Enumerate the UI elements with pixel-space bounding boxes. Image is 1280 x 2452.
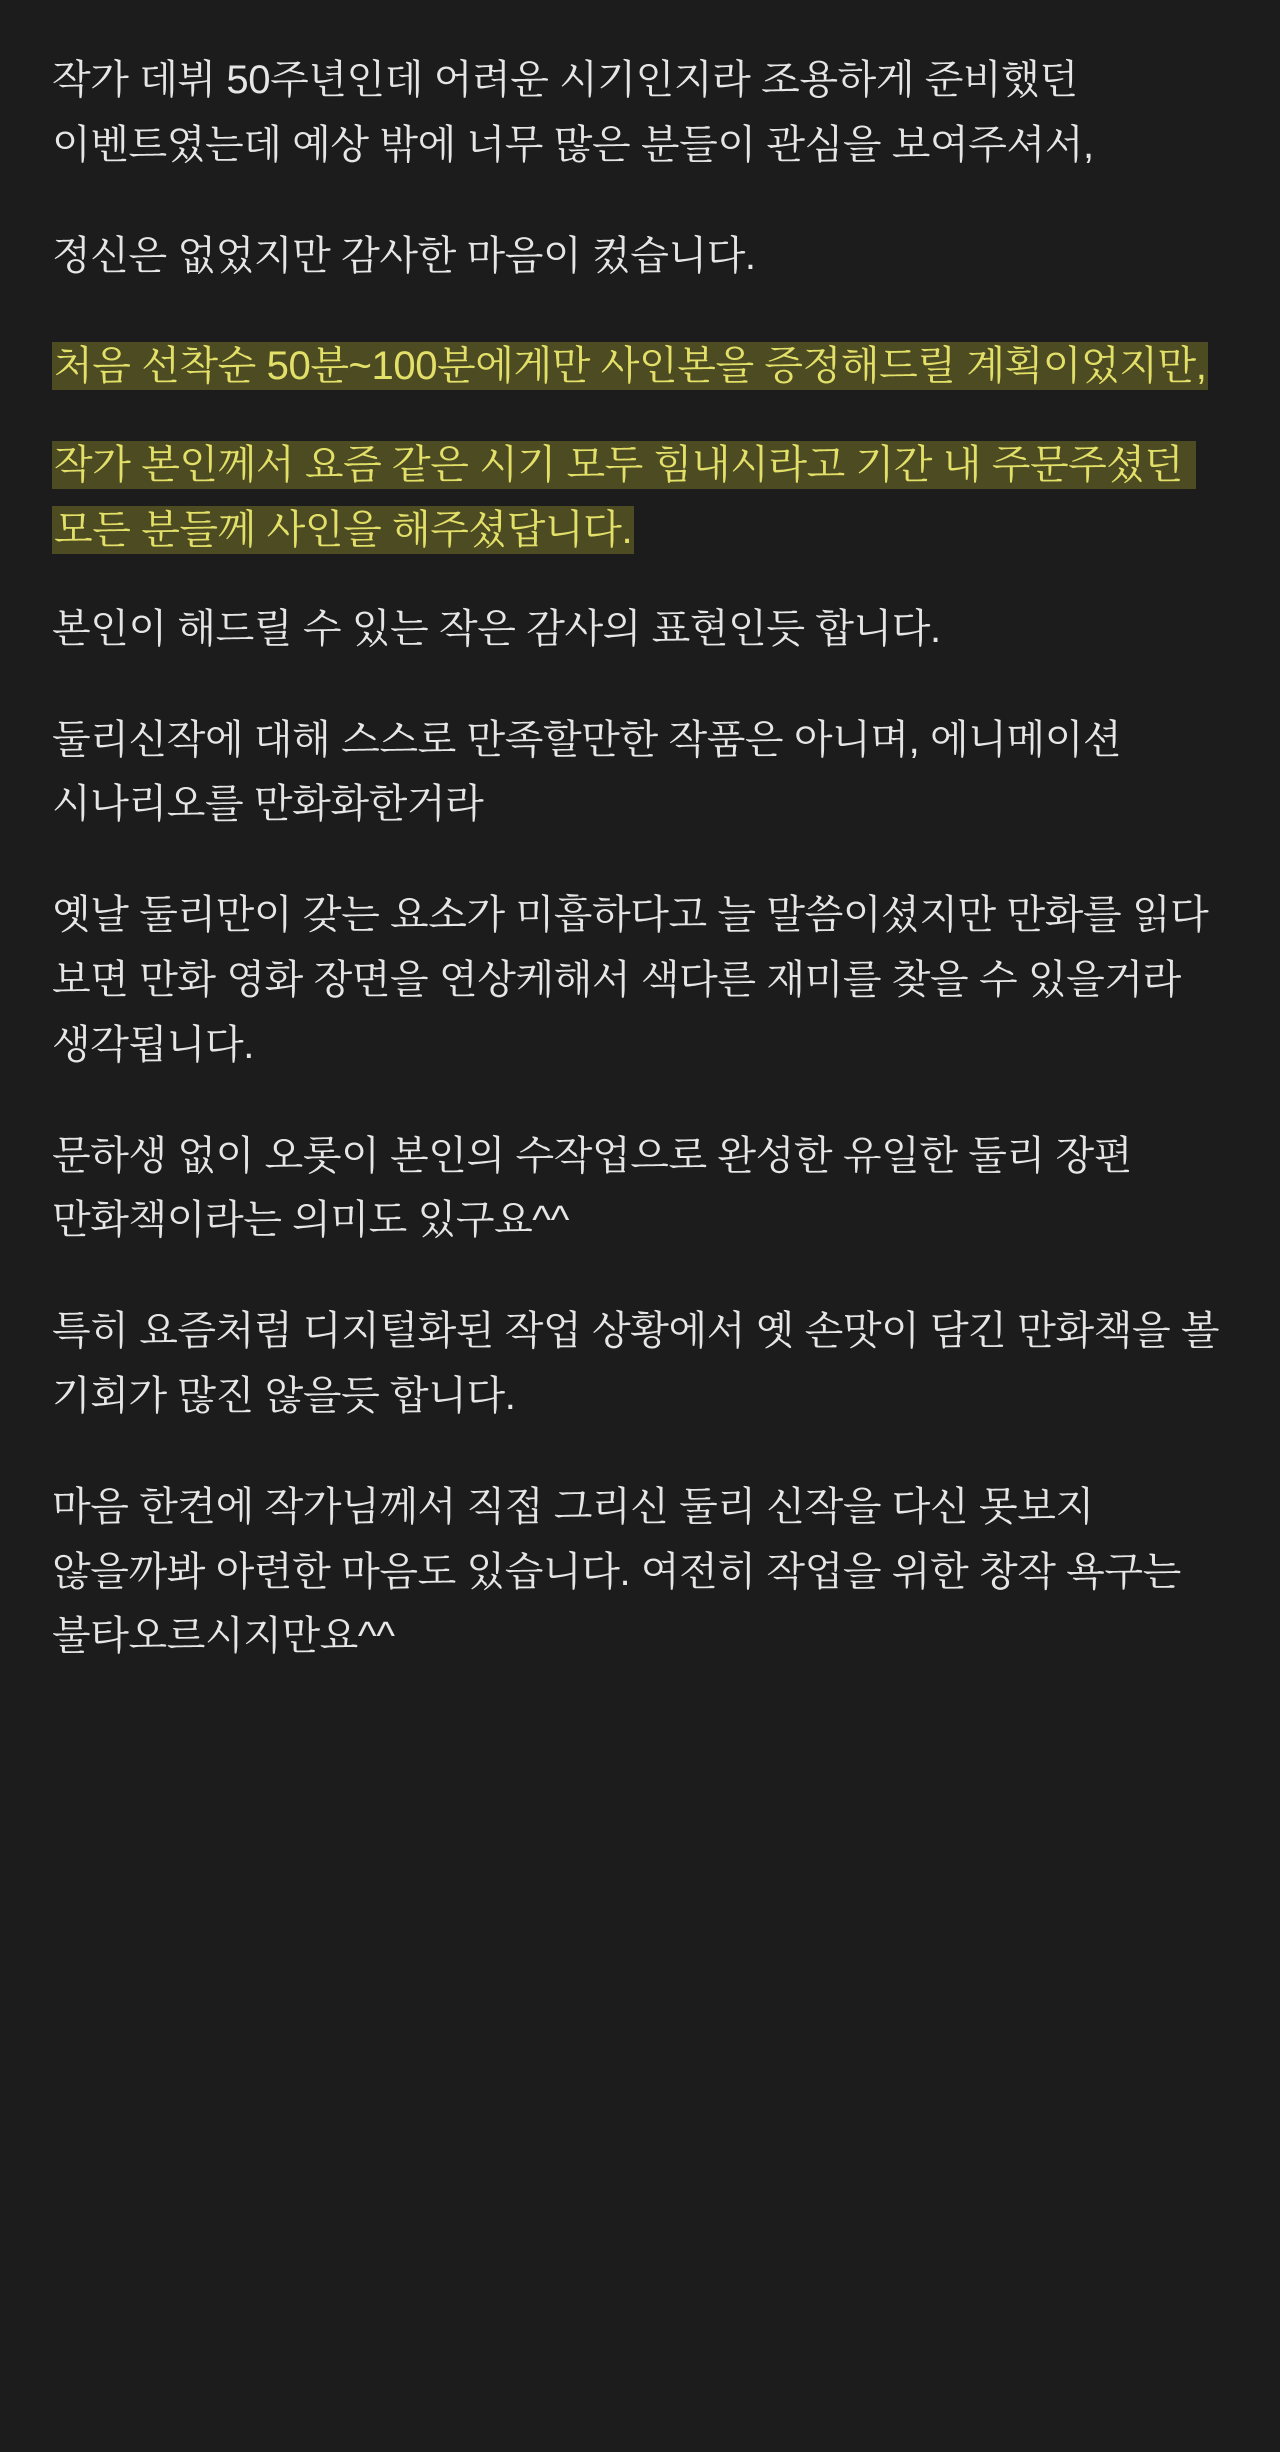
paragraph: 마음 한켠에 작가님께서 직접 그리신 둘리 신작을 다신 못보지 않을까봐 아련한 마음도 있습니다. 여전히 작업을 위한 창작 욕구는 불타오르시지만요^^ <box>52 1484 1192 1659</box>
paragraph: 작가 데뷔 50주년인데 어려운 시기인지라 조용하게 준비했던 이벤트였는데 예상 밖에 너무 많은 분들이 관심을 보여주셔서, <box>52 58 1094 167</box>
paragraph: 옛날 둘리만이 갖는 요소가 미흡하다고 늘 말씀이셨지만 만화를 읽다 보면 만화 영화 장면을 연상케해서 색다른 재미를 찾을 수 있을거라 생각됩니다. <box>52 893 1220 1067</box>
paragraph: 둘리신작에 대해 스스로 만족할만한 작품은 아니며, 에니메이션 시나리오를 만화화한거라 <box>52 717 1132 827</box>
highlight-span: 처음 선착순 50분~100분에게만 사인본을 증정해드릴 계획이었지만, <box>54 344 1207 389</box>
paragraph: 문하생 없이 오롯이 본인의 수작업으로 완성한 유일한 둘리 장편 만화책이라는 의미도 있구요^^ <box>52 1133 1143 1243</box>
post-body <box>52 48 1228 1669</box>
paragraph: 특히 요즘처럼 디지털화된 작업 상황에서 옛 손맛이 담긴 만화책을 볼 기회가 많진 않을듯 합니다. <box>52 1309 1230 1418</box>
highlight-span: 작가 본인께서 요즘 같은 시기 모두 힘내시라고 기간 내 주문주셨던 모든 분들께 사인을 해주셨답니다. <box>54 443 1194 552</box>
paragraph-highlighted <box>52 334 1228 399</box>
paragraph: 정신은 없었지만 감사한 마음이 컸습니다. <box>52 233 756 278</box>
paragraph-highlighted <box>52 433 1228 563</box>
paragraph: 본인이 해드릴 수 있는 작은 감사의 표현인듯 합니다. <box>52 606 941 651</box>
